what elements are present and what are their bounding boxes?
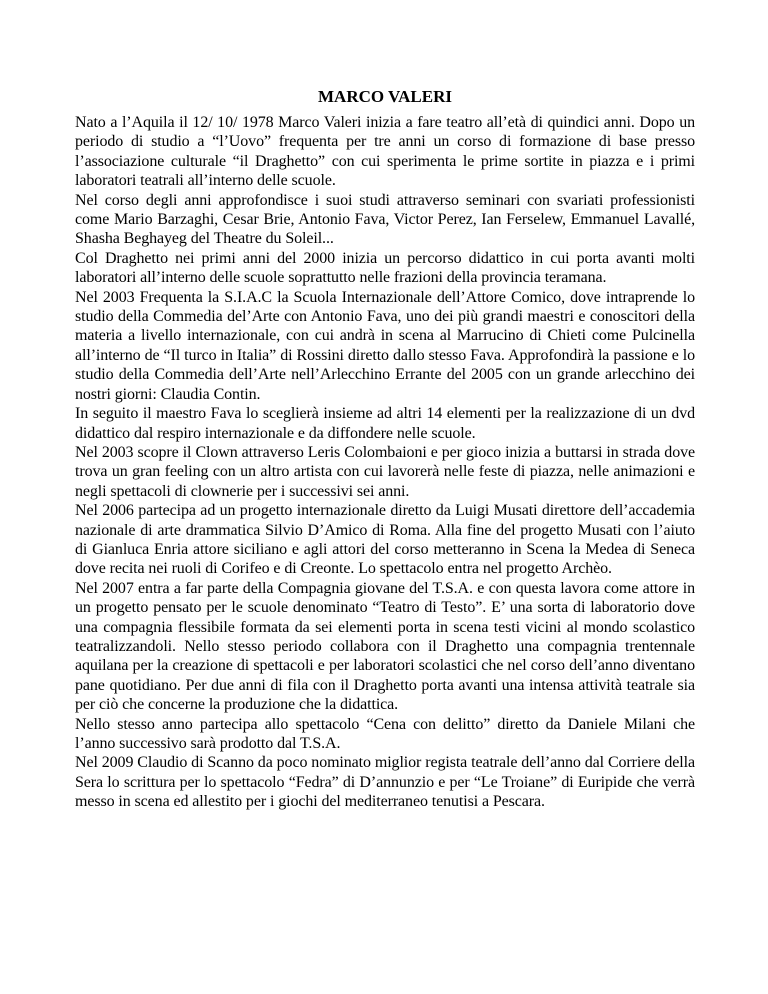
paragraph-clown: Nel 2003 scopre il Clown attraverso Leris Colombaioni e per gioco inizia a buttarsi in strada dove trova un gran feeling con un altro artista con cui lavorerà nelle feste di piazza, nelle animazioni e negli spettacoli di clownerie per i successivi sei anni. bbox=[75, 443, 695, 500]
paragraph-birth-early-training: Nato a l’Aquila il 12/ 10/ 1978 Marco Valeri inizia a fare teatro all’età di quindici anni. Dopo un periodo di studio a “l’Uovo” frequenta per tre anni un corso di formazione di base presso l’associazione culturale “il Draghetto” con cui sperimenta le prime sortite in piazza e i primi laboratori teatrali all’interno delle scuole. bbox=[75, 114, 695, 190]
document-title: MARCO VALERI bbox=[318, 87, 452, 106]
paragraph-tsa-compagnia: Nel 2007 entra a far parte della Compagnia giovane del T.S.A. e con questa lavora come attore in un progetto pensato per le scuole denominato “Teatro di Testo”. E’ una sorta di laboratorio dove una compagnia flessibile formata da sei elementi porta in scena testi vicini al mondo scolastico teatralizzandoli. Nello stesso periodo collabora con il Draghetto una compagnia trentennale aquilana per la creazione di spettacoli e per laboratori scolastici che nel corso dell’anno diventano pane quotidiano. Per due anni di fila con il Draghetto porta avanti una intensa attività teatrale sia per ciò che concerne la produzione che la didattica. bbox=[75, 579, 695, 714]
paragraph-fedra-troiane: Nel 2009 Claudio di Scanno da poco nominato miglior regista teatrale dell’anno dal Corriere della Sera lo scrittura per lo spettacolo “Fedra” di D’annunzio e per “Le Troiane” di Euripide che verrà messo in scena ed allestito per i giochi del mediterraneo tenutisi a Pescara. bbox=[75, 754, 695, 811]
paragraph-musati-project: Nel 2006 partecipa ad un progetto internazionale diretto da Luigi Musati direttore dell’accademia nazionale di arte drammatica Silvio D’Amico di Roma. Alla fine del progetto Musati con l’aiuto di Gianluca Enria attore siciliano e agli attori del corso metteranno in Scena la Medea di Seneca dove recita nei ruoli di Corifeo e di Creonte. Lo spettacolo entra nel progetto Archèo. bbox=[75, 502, 695, 578]
paragraph-dvd-didattico: In seguito il maestro Fava lo sceglierà insieme ad altri 14 elementi per la realizzazione di un dvd didattico dal respiro internazionale e da diffondere nelle scuole. bbox=[75, 405, 695, 442]
paragraph-draghetto-didactics: Col Draghetto nei primi anni del 2000 inizia un percorso didattico in cui porta avanti molti laboratori all’interno delle scuole soprattutto nelle frazioni della provincia teramana. bbox=[75, 249, 695, 287]
paragraph-cena-con-delitto: Nello stesso anno partecipa allo spettacolo “Cena con delitto” diretto da Daniele Milani che l’anno successivo sarà prodotto dal T.S.A. bbox=[75, 715, 695, 752]
document-page bbox=[75, 86, 695, 812]
paragraph-seminars: Nel corso degli anni approfondisce i suoi studi attraverso seminari con svariati professionisti come Mario Barzaghi, Cesar Brie, Antonio Fava, Victor Perez, Ian Ferselew, Emmanuel Lavallé, Shasha Beghayeg del Theatre du Soleil... bbox=[75, 191, 695, 248]
paragraph-siac-commedia: Nel 2003 Frequenta la S.I.A.C la Scuola Internazionale dell’Attore Comico, dove intraprende lo studio della Commedia del’Arte con Antonio Fava, uno dei più grandi maestri e conoscitori della materia a livello internazionale, con cui andrà in scena al Marrucino di Chieti come Pulcinella all’interno de “Il turco in Italia” di Rossini diretto dallo stesso Fava. Approfondirà la passione e lo studio della Commedia dell’Arte nell’Arlecchino Errante del 2005 con un grande arlecchino dei nostri giorni: Claudia Contin. bbox=[75, 288, 695, 403]
